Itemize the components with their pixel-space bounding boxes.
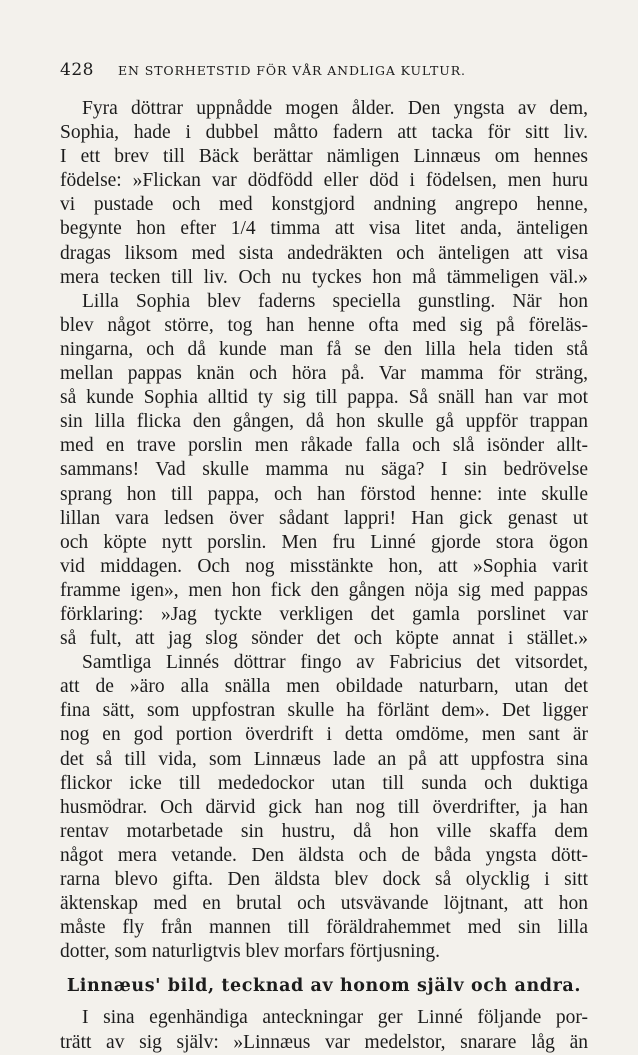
text-line: I ett brev till Bäck berättar nämligen Linnæus om hennes [60, 146, 588, 168]
text-line: dotter, som naturligtvis blev morfars förtjusning. [60, 941, 440, 963]
text-line: äktenskap med en brutal och utsvävande löjtnant, att hon [60, 893, 588, 915]
text-line: måste fly från mannen till föräldrahemmet med sin lilla [60, 917, 588, 939]
text-line: vid middagen. Och nog misstänkte hon, att »Sophia varit [60, 555, 588, 577]
text-line: sammans! Vad skulle mamma nu säga? I sin bedrövelse [60, 459, 588, 481]
text-line: Lilla Sophia blev faderns speciella gunstling. När hon [82, 290, 588, 312]
text-line: Fyra döttrar uppnådde mogen ålder. Den yngsta av dem, [82, 98, 588, 119]
text-line: så fult, att jag slog sönder det och köpte annat i stället.» [60, 628, 588, 650]
text-line: dragas liksom med sista andedräkten och änteligen att visa [60, 242, 588, 264]
text-line: blev något större, tog han henne ofta med sig på föreläs- [60, 314, 588, 336]
text-line: Sophia, hade i dubbel måtto fadern att tacka för sitt liv. [60, 122, 588, 144]
text-line: sin lilla flicka den gången, då hon skulle gå uppför trappan [60, 411, 588, 433]
text-line: mellan pappas knän och höra på. Var mamma för sträng, [60, 363, 588, 385]
section-heading: Linnæus' bild, tecknad av honom själv och andra. [66, 976, 582, 997]
text-line: något mera vetande. Den äldsta och de båda yngsta dött- [60, 844, 588, 866]
text-line: ningarna, och då kunde man få se den lilla hela tiden stå [60, 338, 588, 360]
text-line: framme igen», men hon fick den gången nöja sig med pappas [60, 579, 588, 601]
text-line: så kunde Sophia alltid ty sig till pappa. Så snäll han var mot [60, 387, 588, 409]
paragraph-2 [60, 290, 588, 651]
body-text [60, 97, 588, 1055]
text-line: det så till vida, som Linnæus lade an på att uppfostra sina [60, 748, 588, 770]
page-number: 428 [60, 60, 94, 80]
text-line: rentav motarbetade sin hustru, då hon ville skaffa dem [60, 820, 588, 842]
text-line: trätt av sig själv: »Linnæus var medelstor, snarare låg än [60, 1031, 588, 1053]
text-line: fina sätt, som uppfostran skulle ha förlänt dem». Det ligger [60, 700, 588, 722]
text-line: vi pustade och med konstgjord andning angrepo henne, [60, 194, 588, 216]
text-line: flickor icke till mededockor utan till sunda och duktiga [60, 772, 588, 794]
text-line: födelse: »Flickan var dödfödd eller död i födelsen, men huru [60, 170, 588, 192]
text-line: sprang hon till pappa, och han förstod henne: inte skulle [60, 483, 588, 505]
text-line: begynte hon efter 1/4 timma att visa litet anda, änteligen [60, 218, 588, 240]
text-line: och köpte nytt porslin. Men fru Linné gjorde stora ögon [60, 531, 588, 553]
text-line: mera tecken till liv. Och nu tyckes hon må tämmeligen väl.» [60, 266, 588, 288]
page-header [60, 60, 585, 84]
text-line: Samtliga Linnés döttrar fingo av Fabricius det vitsordet, [82, 652, 588, 674]
text-line: lillan vara ledsen över sådant lappri! Han gick genast ut [60, 507, 588, 529]
paragraph-4 [60, 1006, 588, 1054]
text-line: I sina egenhändiga anteckningar ger Linné följande por- [82, 1007, 588, 1029]
text-line: rarna blevo gifta. Den äldsta blev dock så olycklig i sitt [60, 869, 588, 890]
text-line: med en trave porslin men råkade falla och slå isönder allt- [60, 435, 588, 457]
paragraph-3 [60, 651, 588, 964]
text-line: att de »äro alla snälla men obildade naturbarn, utan det [60, 676, 588, 698]
text-line: nog en god portion överdrift i detta omdöme, men sant är [60, 724, 588, 746]
text-line: förklaring: »Jag tyckte verkligen det gamla porslinet var [60, 603, 588, 625]
text-line: husmödrar. Och därvid gick han nog till överdrifter, ja han [60, 796, 588, 818]
running-title: EN STORHETSTID FÖR VÅR ANDLIGA KULTUR. [118, 63, 466, 78]
paragraph-1 [60, 97, 588, 290]
